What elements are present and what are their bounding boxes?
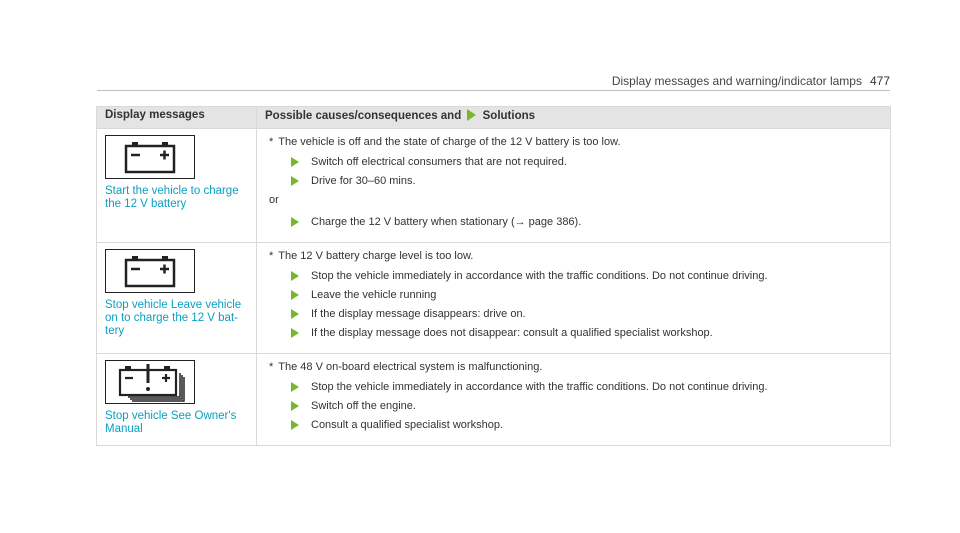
battery-icon [105,135,195,179]
page-number: 477 [869,74,890,88]
step-arrow-icon [291,401,299,411]
page-header [0,0,960,90]
solution-step: If the display message does not disappear: consult a qualified specialist workshop. [291,326,882,340]
header-text [612,74,890,88]
table-row [97,243,891,354]
solution-step: Switch off electrical consumers that are not required. [291,155,882,169]
solution-cell [257,129,891,243]
cause-text: * The vehicle is off and the state of charge of the 12 V battery is too low. [269,136,621,148]
section-title: Display messages and warning/indicator lamps [611,74,862,88]
step-arrow-icon [291,309,299,319]
message-cell [97,354,257,446]
step-arrow-icon [291,271,299,281]
step-arrow-icon [291,290,299,300]
display-messages-table [96,106,891,446]
solution-step: Switch off the engine. [291,399,882,413]
display-message-text: Start the vehicle to charge the 12 V battery [105,185,239,210]
solution-cell [257,243,891,354]
header-rule [97,90,890,91]
step-arrow-icon [291,176,299,186]
solution-step: Charge the 12 V battery when stationary (→ page 386). [291,215,882,229]
step-arrow-icon [291,217,299,227]
solution-cell [257,354,891,446]
battery-icon [105,249,195,293]
message-cell [97,243,257,354]
solution-step: Drive for 30–60 mins. [291,174,882,188]
step-arrow-icon [291,157,299,167]
step-arrow-icon [291,420,299,430]
step-arrow-icon [291,328,299,338]
cause-text: * The 48 V on-board electrical system is malfunctioning. [269,361,543,373]
solution-step: Consult a qualified specialist workshop. [291,418,882,432]
display-message-text: Stop vehicle Leave vehicle on to charge the 12 V bat- tery [105,299,242,337]
table-row [97,354,891,446]
solution-step: If the display message disappears: drive on. [291,307,882,321]
table-header-row [97,107,891,129]
battery-warning-stack-icon [105,360,195,404]
col-header-display-messages: Display messages [97,107,257,129]
solution-step: Stop the vehicle immediately in accordance with the traffic conditions. Do not continue driving. [291,380,882,394]
table-row [97,129,891,243]
or-label: or [269,194,279,206]
display-message-text: Stop vehicle See Owner's Manual [105,410,237,435]
cause-text: * The 12 V battery charge level is too low. [269,250,474,262]
message-cell [97,129,257,243]
col-header-causes-solutions [257,107,891,129]
col-header-causes: Possible causes/consequences and [265,110,462,122]
step-arrow-icon [291,382,299,392]
solution-step: Stop the vehicle immediately in accordance with the traffic conditions. Do not continue driving. [291,269,882,283]
col-header-solutions: Solutions [482,110,536,122]
solution-arrow-icon [467,109,476,121]
solution-step: Leave the vehicle running [291,288,882,302]
